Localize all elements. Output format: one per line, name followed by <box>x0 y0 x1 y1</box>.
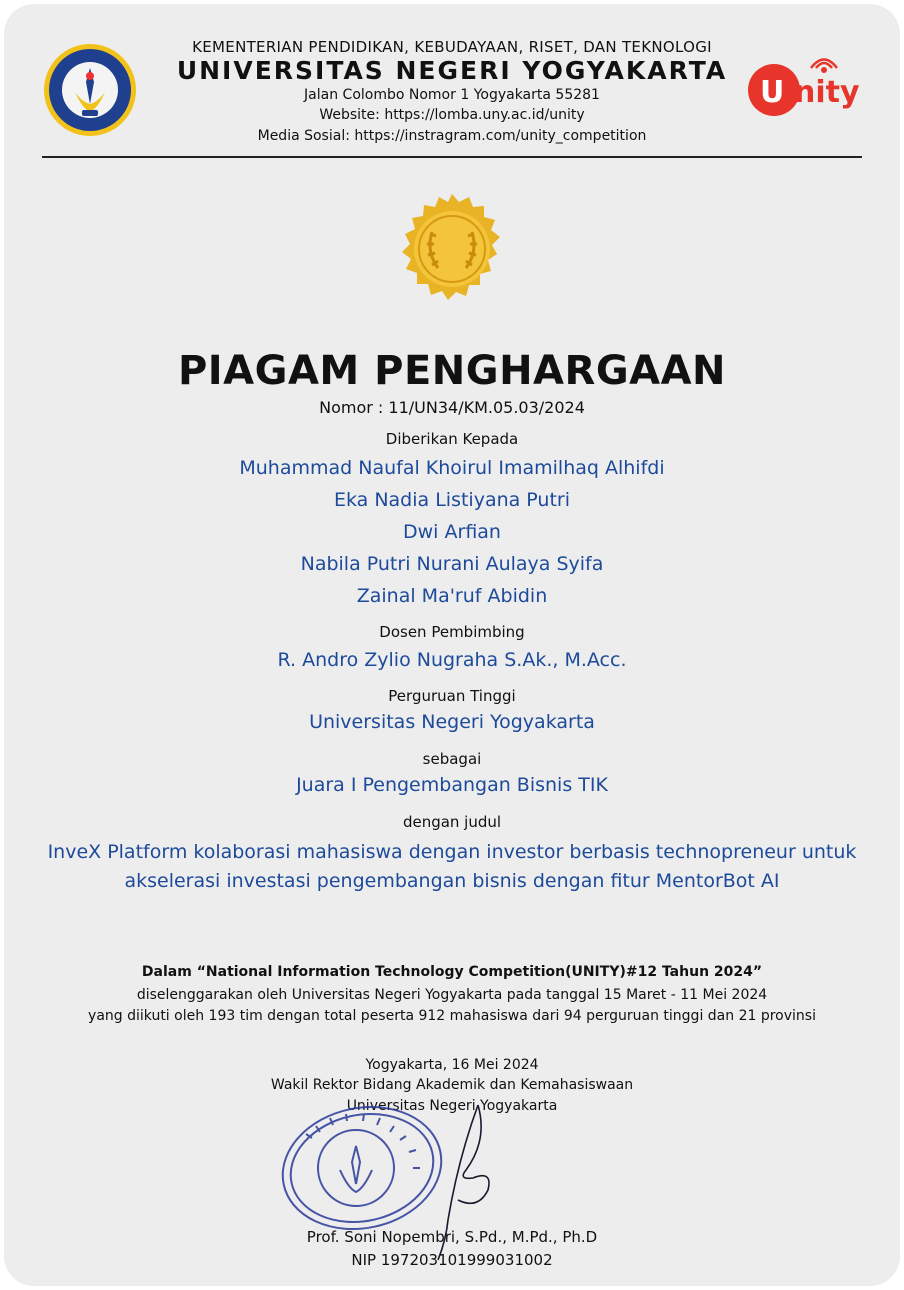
as-label: sebagai <box>422 750 482 768</box>
project-title-label: dengan judul <box>402 813 502 831</box>
signature-position: Wakil Rektor Bidang Akademik dan Kemahasiswaan <box>270 1077 634 1093</box>
event-participants: yang diikuti oleh 193 tim dengan total peserta 912 mahasiswa dari 94 perguruan tinggi dan 21 provinsi <box>88 1008 816 1024</box>
unity-logo-icon <box>744 56 874 118</box>
recipient-name: Dwi Arfian <box>403 521 501 543</box>
given-to-label: Diberikan Kepada <box>385 430 519 448</box>
recipient-name: Eka Nadia Listiyana Putri <box>333 489 571 511</box>
university-name: Universitas Negeri Yogyakarta <box>309 711 595 733</box>
recipient-name: Muhammad Naufal Khoirul Imamilhaq Alhifdi <box>239 457 665 479</box>
project-title: InveX Platform kolaborasi mahasiswa dengan investor berbasis technopreneur untuk akselerasi investasi pengembangan bisnis dengan fitur MentorBot AI <box>47 841 857 892</box>
signature-institution: Universitas Negeri Yogyakarta <box>346 1098 558 1114</box>
recipient-name: Zainal Ma'ruf Abidin <box>356 585 548 607</box>
header-ministry: KEMENTERIAN PENDIDIKAN, KEBUDAYAAN, RISET, DAN TEKNOLOGI <box>192 38 712 56</box>
header-social: Media Sosial: https://instragram.com/unity_competition <box>257 128 647 144</box>
event-info <box>70 985 834 1027</box>
recipient-name: Nabila Putri Nurani Aulaya Syifa <box>300 553 604 575</box>
advisor-label: Dosen Pembimbing <box>379 623 525 641</box>
header-university: UNIVERSITAS NEGERI YOGYAKARTA <box>176 56 728 85</box>
signature-place-date: Yogyakarta, 16 Mei 2024 <box>365 1057 539 1073</box>
gold-medal-icon <box>392 192 512 312</box>
header-address: Jalan Colombo Nomor 1 Yogyakarta 55281 <box>304 87 600 103</box>
award-title: Juara I Pengembangan Bisnis TIK <box>296 774 608 796</box>
signer-nip: NIP 197203101999031002 <box>351 1251 553 1269</box>
certificate-title: PIAGAM PENGHARGAAN <box>177 348 727 394</box>
svg-text:nity: nity <box>794 75 860 110</box>
event-organizer: diselenggarakan oleh Universitas Negeri Yogyakarta pada tanggal 15 Maret - 11 Mei 2024 <box>136 987 768 1003</box>
svg-text:U: U <box>760 75 785 110</box>
event-name: Dalam “National Information Technology Competition(UNITY)#12 Tahun 2024” <box>141 964 763 980</box>
signer-name: Prof. Soni Nopembri, S.Pd., M.Pd., Ph.D <box>306 1228 598 1246</box>
header-divider <box>42 156 862 158</box>
advisor-name: R. Andro Zylio Nugraha S.Ak., M.Acc. <box>277 649 627 671</box>
university-label: Perguruan Tinggi <box>388 687 516 705</box>
certificate-number: Nomor : 11/UN34/KM.05.03/2024 <box>319 398 585 417</box>
header-website: Website: https://lomba.uny.ac.id/unity <box>319 107 585 123</box>
